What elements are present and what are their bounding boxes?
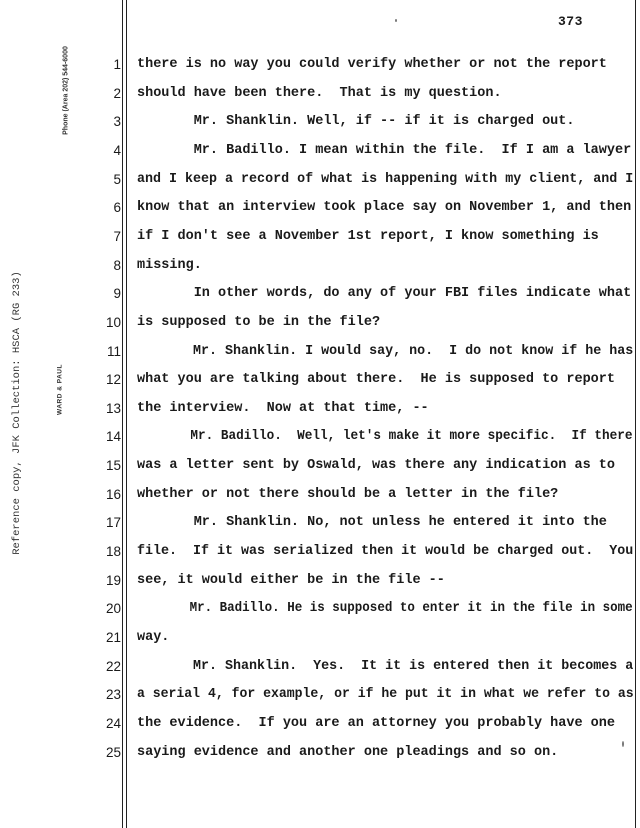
transcript-line: whether or not there should be a letter in the file? xyxy=(137,486,559,502)
line-number: 21 xyxy=(105,630,121,645)
transcript-line: was a letter sent by Oswald, was there any indication as to xyxy=(137,458,615,474)
line-number: 10 xyxy=(105,314,121,330)
line-number: 7 xyxy=(113,228,121,244)
line-number: 13 xyxy=(105,400,121,416)
transcript-line: should have been there. That is my question. xyxy=(137,85,502,101)
transcript-line: Mr. Badillo. He is supposed to enter it in the file in some xyxy=(137,601,633,617)
line-number: 14 xyxy=(105,429,121,445)
transcript-line: Mr. Badillo. I mean within the file. If I am a lawyer xyxy=(137,142,632,158)
line-number: 16 xyxy=(105,486,121,502)
firm-margin-text: WARD & PAUL xyxy=(56,364,64,415)
transcript-line: is supposed to be in the file? xyxy=(137,314,381,330)
scan-speck xyxy=(622,741,624,747)
transcript-line: Mr. Badillo. Well, let's make it more specific. If there xyxy=(137,429,633,445)
line-number: 18 xyxy=(105,544,121,560)
transcript-line: saying evidence and another one pleadings and so on. xyxy=(137,744,559,760)
transcript-line: Mr. Shanklin. No, not unless he entered it into the xyxy=(137,515,607,531)
transcript-line: a serial 4, for example, or if he put it in what we refer to as xyxy=(137,687,634,703)
line-number: 5 xyxy=(113,171,121,187)
line-number: 1 xyxy=(113,57,121,72)
transcript-line: the evidence. If you are an attorney you probably have one xyxy=(137,715,615,731)
transcript-line: missing. xyxy=(137,257,202,273)
transcript-line: if I don't see a November 1st report, I know something is xyxy=(137,228,599,244)
line-number: 12 xyxy=(105,372,121,388)
line-number: 6 xyxy=(113,200,121,216)
line-number: 9 xyxy=(113,286,121,302)
transcript-line: way. xyxy=(137,630,170,645)
line-number: 19 xyxy=(105,572,121,588)
page-number: 373 xyxy=(558,14,583,29)
margin-rule-left-outer xyxy=(122,0,123,828)
margin-rule-left-inner xyxy=(126,0,127,828)
transcript-line: and I keep a record of what is happening with my client, and I xyxy=(137,171,634,187)
transcript-line: Mr. Shanklin. Yes. It it is entered then it becomes a xyxy=(137,658,634,674)
line-number: 15 xyxy=(105,458,121,474)
line-number: 11 xyxy=(106,343,121,359)
line-number: 24 xyxy=(105,715,121,731)
line-number: 8 xyxy=(113,257,121,273)
transcript-line: In other words, do any of your FBI files indicate what xyxy=(137,286,632,302)
phone-margin-text: Phone (Area 202) 544-6000 xyxy=(62,46,70,135)
transcript-line: see, it would either be in the file -- xyxy=(137,572,445,588)
line-number: 2 xyxy=(113,85,121,101)
line-number: 4 xyxy=(113,142,121,158)
transcript-line: the interview. Now at that time, -- xyxy=(137,400,429,416)
line-number: 20 xyxy=(105,601,121,617)
transcript-line: file. If it was serialized then it would be charged out. You xyxy=(137,544,634,560)
line-number: 25 xyxy=(105,744,121,760)
transcript-line: know that an interview took place say on November 1, and then xyxy=(137,200,632,216)
line-number: 22 xyxy=(105,658,121,674)
line-number: 17 xyxy=(105,515,121,531)
transcript-line: what you are talking about there. He is supposed to report xyxy=(137,372,615,388)
margin-rule-right xyxy=(635,0,636,828)
reference-margin-text: Reference copy, JFK Collection: HSCA (RG 233) xyxy=(11,271,23,555)
line-number: 23 xyxy=(105,687,121,703)
transcript-line: Mr. Shanklin. I would say, no. I do not know if he has xyxy=(137,343,634,359)
transcript-line: there is no way you could verify whether or not the report xyxy=(137,57,607,72)
line-number: 3 xyxy=(113,114,121,130)
scan-speck xyxy=(395,19,397,22)
transcript-line: Mr. Shanklin. Well, if -- if it is charged out. xyxy=(137,114,575,130)
